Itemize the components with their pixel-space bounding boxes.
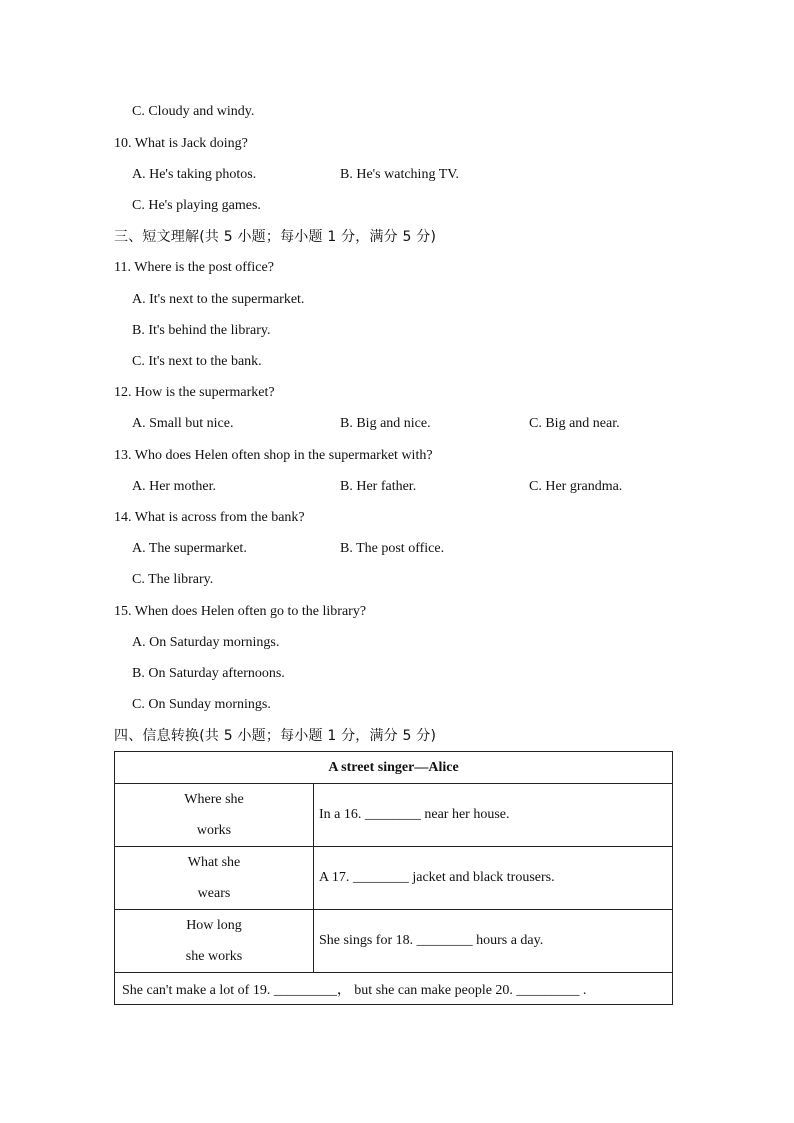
q14-option-c: C. The library. [132,572,214,587]
table-row-value: In a 16. ________ near her house. [314,784,673,847]
table-row-label [115,910,314,973]
label-line: How long [186,918,242,933]
q9-option-c: C. Cloudy and windy. [132,104,255,119]
table-title: A street singer—Alice [115,752,673,784]
q14-option-b: B. The post office. [340,541,445,556]
q10-question: 10. What is Jack doing? [114,136,248,151]
label-line: works [196,823,232,838]
q11-option-c: C. It's next to the bank. [132,354,262,369]
q15-option-b: B. On Saturday afternoons. [132,666,285,681]
label-line: What she [187,855,241,870]
table-footer: She can't make a lot of 19. _________， but she can make people 20. _________ . [115,973,673,1005]
table-row-label [115,784,314,847]
table-row-label [115,847,314,910]
q14-option-a: A. The supermarket. [132,541,247,556]
q11-question: 11. Where is the post office? [114,260,274,275]
q15-question: 15. When does Helen often go to the library? [114,604,367,619]
table-row-value: She sings for 18. ________ hours a day. [314,910,673,973]
q12-option-c: C. Big and near. [529,416,620,431]
q13-option-b: B. Her father. [340,479,417,494]
section4-heading: 四、信息转换(共 5 小题；每小题 1 分，满分 5 分) [114,728,437,744]
q13-option-a: A. Her mother. [132,479,216,494]
q15-option-c: C. On Sunday mornings. [132,697,271,712]
table-row [115,910,673,973]
q12-question: 12. How is the supermarket? [114,385,275,400]
q15-option-a: A. On Saturday mornings. [132,635,280,650]
table-row [115,847,673,910]
table-title-row [115,752,673,784]
label-line: wears [197,886,231,901]
q10-option-b: B. He's watching TV. [340,167,460,182]
q11-option-b: B. It's behind the library. [132,323,271,338]
q11-option-a: A. It's next to the supermarket. [132,292,305,307]
section3-heading: 三、短文理解(共 5 小题；每小题 1 分，满分 5 分) [114,229,437,245]
table-footer-row [115,973,673,1005]
info-table [114,751,673,1005]
table-row-value: A 17. ________ jacket and black trousers. [314,847,673,910]
q14-question: 14. What is across from the bank? [114,510,305,525]
q12-option-b: B. Big and nice. [340,416,431,431]
label-line: she works [185,949,243,964]
label-line: Where she [184,792,244,807]
q13-question: 13. Who does Helen often shop in the supermarket with? [114,448,433,463]
q12-option-a: A. Small but nice. [132,416,234,431]
table-row [115,784,673,847]
q13-option-c: C. Her grandma. [529,479,623,494]
q10-option-a: A. He's taking photos. [132,167,257,182]
q10-option-c: C. He's playing games. [132,198,261,213]
